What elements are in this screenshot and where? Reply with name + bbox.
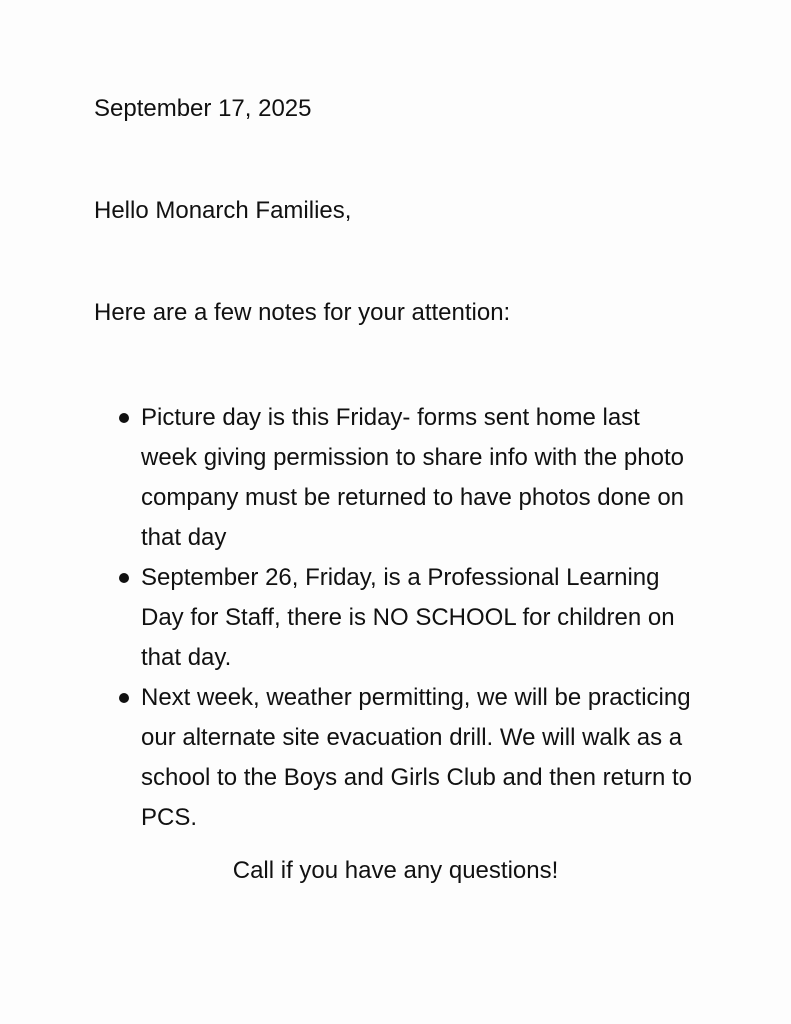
notes-list <box>141 398 741 838</box>
list-item <box>141 678 701 838</box>
letter-intro: Here are a few notes for your attention: <box>94 299 511 326</box>
letter-greeting: Hello Monarch Families, <box>94 197 352 224</box>
letter-closing <box>0 856 791 886</box>
note-text: September 26, Friday, is a Professional Learning Day for Staff, there is NO SCHOOL for children on that day. <box>141 564 675 671</box>
letter-date: September 17, 2025 <box>94 95 312 122</box>
bullet-icon <box>119 693 129 703</box>
bullet-icon <box>119 413 129 423</box>
note-text: Picture day is this Friday- forms sent home last week giving permission to share info with the photo company must be returned to have photos done on that day <box>141 404 685 551</box>
list-item <box>141 398 701 558</box>
list-item <box>141 558 701 678</box>
bullet-icon <box>119 573 129 583</box>
note-text: Next week, weather permitting, we will be practicing our alternate site evacuation drill. We will walk as a school to the Boys and Girls Club and then return to PCS. <box>141 684 692 831</box>
closing-text: Call if you have any questions! <box>232 857 559 884</box>
